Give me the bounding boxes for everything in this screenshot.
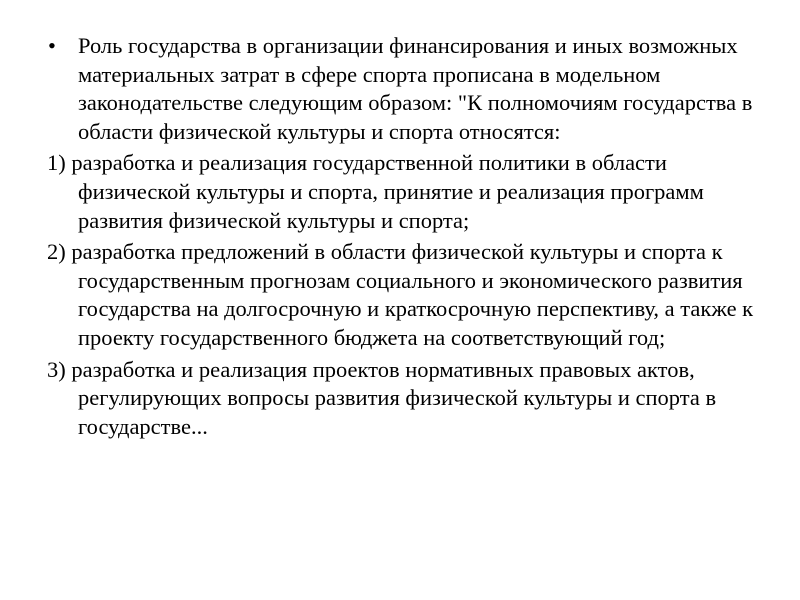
list-item-3-number: 3): [47, 356, 66, 382]
list-item-2-number: 2): [47, 239, 66, 265]
bullet-marker: •: [48, 33, 56, 58]
list-item-3-text: разработка и реализация проектов нормативных правовых актов, регулирующих вопросы развития физической культуры и спорта в государстве...: [71, 356, 717, 439]
intro-paragraph: [47, 32, 767, 146]
list-item-1-number: 1): [47, 150, 66, 176]
list-item-3: [47, 356, 767, 442]
list-item-1: [47, 149, 767, 235]
list-item-2: [47, 238, 767, 352]
intro-text: Роль государства в организации финансирования и иных возможных материальных затрат в сфере спорта прописана в модельном законодательстве следующим образом: "К полномочиям государства в области физической культуры и спорта относятся:: [78, 33, 753, 144]
list-item-2-text: разработка предложений в области физической культуры и спорта к государственным прогнозам социального и экономического развития государства на долгосрочную и краткосрочную перспективу, а также к проекту государственного бюджета на соответствующий год;: [71, 239, 754, 350]
list-item-1-text: разработка и реализация государственной политики в области физической культуры и спорта, принятие и реализация программ развития физической культуры и спорта;: [71, 150, 704, 233]
slide-body: [47, 32, 767, 444]
